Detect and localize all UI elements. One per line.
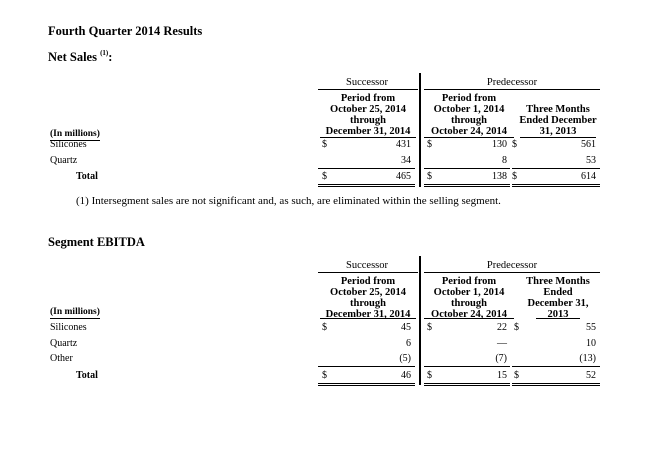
se-col1-line: December 31, 2014 (320, 309, 416, 319)
se-col1-line: Period from (340, 276, 396, 287)
ns-col1-line: Period from (340, 93, 396, 104)
ns-c3-value: 614 (581, 171, 596, 182)
se-successor-label: Successor (346, 260, 388, 271)
se-row-label: Quartz (50, 338, 78, 349)
se-predecessor-label: Predecessor (486, 260, 538, 271)
se-col3-header (514, 276, 602, 319)
segment-ebitda-heading: Segment EBITDA (48, 235, 145, 249)
se-subtotal-rule (512, 366, 600, 367)
ns-col2-header (424, 93, 514, 138)
se-col2-line: October 1, 2014 (433, 287, 505, 298)
se-c1-value: 46 (401, 370, 411, 381)
se-col1-line: October 25, 2014 (330, 287, 406, 298)
se-c1-value: 45 (401, 322, 411, 333)
ns-total-rule (424, 186, 510, 187)
ns-c1-value: 431 (396, 139, 411, 150)
ns-row-label: Quartz (50, 155, 78, 166)
ns-c3-currency: $ (512, 171, 517, 182)
page-title: Fourth Quarter 2014 Results (48, 24, 203, 38)
se-successor-rule (318, 272, 418, 273)
se-col3-line: 2013 (536, 309, 580, 319)
ns-c2-value: 130 (492, 139, 507, 150)
ns-col3-header (514, 104, 602, 138)
se-total-rule (318, 385, 415, 386)
ns-predecessor-rule (424, 89, 600, 90)
se-total-rule (318, 383, 415, 384)
net-sales-footnote-ref: (1) (100, 49, 109, 57)
ns-total-rule (318, 186, 415, 187)
se-c2-value: (7) (495, 353, 507, 364)
se-c3-value: 10 (586, 338, 596, 349)
se-c2-currency: $ (427, 370, 432, 381)
ns-c2-value: 138 (492, 171, 507, 182)
ns-row-label: Total (76, 171, 98, 182)
se-subtotal-rule (318, 366, 415, 367)
se-c3-currency: $ (514, 370, 519, 381)
ns-c3-value: 561 (581, 139, 596, 150)
se-col2-line: October 24, 2014 (424, 309, 514, 319)
se-units-label: (In millions) (50, 307, 100, 317)
se-c2-value: — (497, 338, 507, 349)
ns-c1-value: 34 (401, 155, 411, 166)
se-total-rule (512, 385, 600, 386)
ns-row-label: Silicones (50, 139, 87, 150)
ns-total-rule (424, 184, 510, 185)
ns-c2-value: 8 (502, 155, 507, 166)
se-col3-line: Ended (543, 287, 573, 298)
ns-predecessor-label: Predecessor (486, 77, 538, 88)
ns-subtotal-rule (318, 168, 415, 169)
ns-col2-line: October 24, 2014 (424, 126, 514, 138)
se-col1-header (318, 276, 418, 319)
ns-col1-header (318, 93, 418, 138)
se-col2-line: through (451, 298, 487, 309)
se-c1-currency: $ (322, 370, 327, 381)
ns-c3-currency: $ (512, 139, 517, 150)
ns-col3-line: 31, 2013 (520, 126, 596, 138)
se-c3-value: (13) (579, 353, 596, 364)
ns-footnote: (1) Intersegment sales are not significant and, as such, are eliminated within the selling segment. (76, 195, 501, 207)
net-sales-heading-text: Net Sales (48, 50, 97, 64)
se-c3-currency: $ (514, 322, 519, 333)
ns-total-rule (512, 186, 600, 187)
se-period-separator (419, 256, 421, 385)
se-col2-line: Period from (441, 276, 497, 287)
ns-c2-currency: $ (427, 139, 432, 150)
se-c2-currency: $ (427, 322, 432, 333)
se-c1-value: 6 (406, 338, 411, 349)
ns-c1-value: 465 (396, 171, 411, 182)
se-col3-line: Three Months (526, 276, 590, 287)
ns-col1-line: October 25, 2014 (330, 104, 406, 115)
ns-period-separator (419, 73, 421, 187)
ns-col1-line: December 31, 2014 (320, 126, 416, 138)
se-row-label: Other (50, 353, 73, 364)
ns-col1-line: through (350, 115, 386, 126)
se-total-rule (512, 383, 600, 384)
ns-col3-line: Ended December (519, 115, 597, 126)
ns-col2-line: October 1, 2014 (433, 104, 505, 115)
se-c2-value: 15 (497, 370, 507, 381)
se-col1-line: through (350, 298, 386, 309)
se-row-label: Total (76, 370, 98, 381)
net-sales-heading (48, 50, 112, 65)
se-total-rule (424, 383, 510, 384)
ns-subtotal-rule (512, 168, 600, 169)
se-col2-header (424, 276, 514, 319)
ns-successor-label: Successor (346, 77, 388, 88)
ns-col3-line: Three Months (526, 104, 590, 115)
se-subtotal-rule (424, 366, 510, 367)
ns-subtotal-rule (424, 168, 510, 169)
ns-c2-currency: $ (427, 171, 432, 182)
se-c3-value: 55 (586, 322, 596, 333)
net-sales-heading-colon: : (108, 50, 113, 64)
se-total-rule (424, 385, 510, 386)
ns-units-label: (In millions) (50, 129, 100, 139)
ns-c1-currency: $ (322, 139, 327, 150)
ns-successor-rule (318, 89, 418, 90)
ns-col2-line: Period from (441, 93, 497, 104)
se-c1-currency: $ (322, 322, 327, 333)
ns-col2-line: through (451, 115, 487, 126)
se-row-label: Silicones (50, 322, 87, 333)
ns-c1-currency: $ (322, 171, 327, 182)
ns-total-rule (318, 184, 415, 185)
se-col3-line: December 31, (527, 298, 589, 309)
ns-total-rule (512, 184, 600, 185)
se-c3-value: 52 (586, 370, 596, 381)
se-predecessor-rule (424, 272, 600, 273)
se-c2-value: 22 (497, 322, 507, 333)
se-c1-value: (5) (399, 353, 411, 364)
ns-c3-value: 53 (586, 155, 596, 166)
